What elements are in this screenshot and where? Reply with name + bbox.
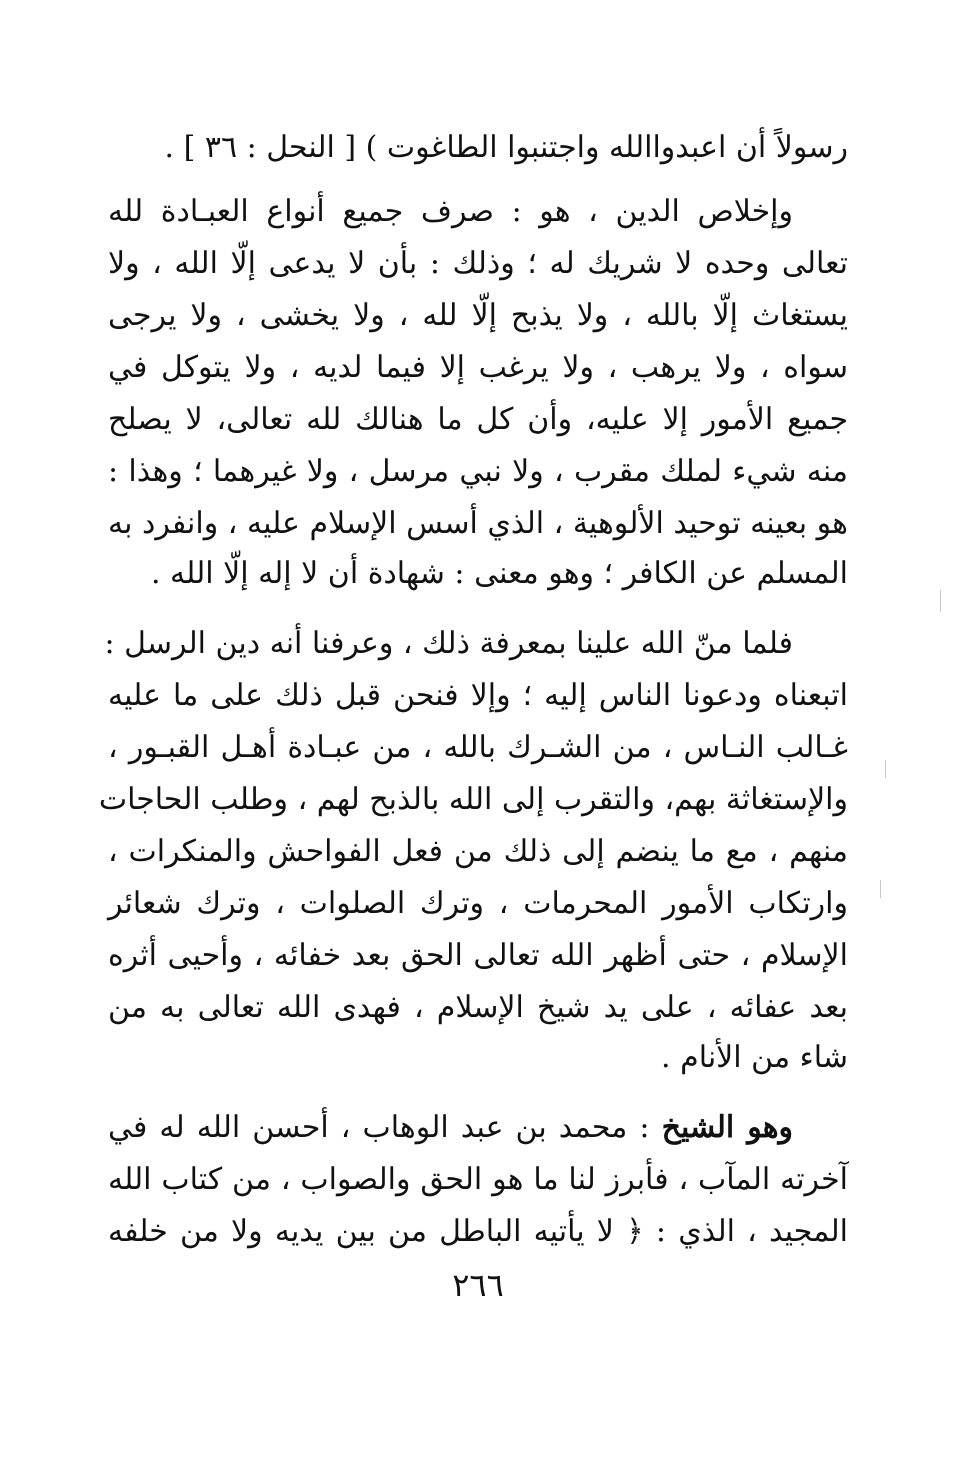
- text-line: هو بعينه توحيد الألوهية ، الذي أسس الإسلام عليه ، وانفرد به: [108, 506, 848, 541]
- paragraph-end-line: المسلم عن الكافر ؛ وهو معنى : شهادة أن لا إله إلّا الله .: [150, 556, 848, 591]
- text-line: يستغاث إلّا بالله ، ولا يذبح إلّا لله ، ولا يخشى ، ولا يرجى: [108, 298, 848, 333]
- paragraph-end-line: شاء من الأنام .: [661, 1040, 848, 1075]
- text-line: جميع الأمور إلا عليه، وأن كل ما هنالك لله تعالى، لا يصلح: [108, 402, 848, 437]
- text-line: تعالى وحده لا شريك له ؛ وذلك : بأن لا يدعى إلّا الله ، ولا: [108, 246, 848, 281]
- text-run: : محمد بن عبد الوهاب ، أحسن الله له في: [108, 1110, 662, 1145]
- text-line: منهم ، مع ما ينضم إلى ذلك من فعل الفواحش والمنكرات ،: [108, 834, 848, 869]
- text-line: وارتكاب الأمور المحرمات ، وترك الصلوات ، وترك شعائر: [108, 886, 848, 921]
- text-line: المجيد ، الذي : ﴿ لا يأتيه الباطل من بين يديه ولا من خلفه: [108, 1214, 848, 1249]
- paragraph-start-line: وإخلاص الدين ، هو : صرف جميع أنواع العبـادة لله: [108, 194, 793, 229]
- text-line: رسولاً أن اعبدواالله واجتنبوا الطاغوت ) [ النحل : ٣٦ ] .: [164, 130, 848, 165]
- text-line: الإسلام ، حتى أظهر الله تعالى الحق بعد خفائه ، وأحيى أثره: [108, 938, 848, 973]
- scan-mark: [885, 760, 886, 778]
- page-number: ٢٦٦: [452, 1266, 504, 1304]
- paragraph-start-line: فلما منّ الله علينا بمعرفة ذلك ، وعرفنا أنه دين الرسل :: [104, 626, 793, 661]
- text-line: اتبعناه ودعونا الناس إليه ؛ وإلا فنحن قبل ذلك على ما عليه: [108, 678, 848, 713]
- text-line: آخرته المآب ، فأبرز لنا ما هو الحق والصواب ، من كتاب الله: [108, 1162, 848, 1197]
- text-line: منه شيء لملك مقرب ، ولا نبي مرسل ، ولا غيرهما ؛ وهذا :: [108, 454, 848, 489]
- text-line: سواه ، ولا يرهب ، ولا يرغب إلا فيما لديه ، ولا يتوكل في: [108, 350, 848, 385]
- paragraph-start-line: [108, 1105, 848, 1155]
- scan-mark: [940, 590, 941, 612]
- scan-mark: [880, 880, 881, 898]
- text-line: غـالب النـاس ، من الشـرك بالله ، من عبـادة أهـل القبـور ،: [108, 730, 848, 765]
- bold-lead: وهو الشيخ: [661, 1110, 794, 1145]
- text-line: والإستغاثة بهم، والتقرب إلى الله بالذبح لهم ، وطلب الحاجات: [98, 782, 848, 817]
- text-line: بعد عفائه ، على يد شيخ الإسلام ، فهدى الله تعالى به من: [108, 990, 848, 1025]
